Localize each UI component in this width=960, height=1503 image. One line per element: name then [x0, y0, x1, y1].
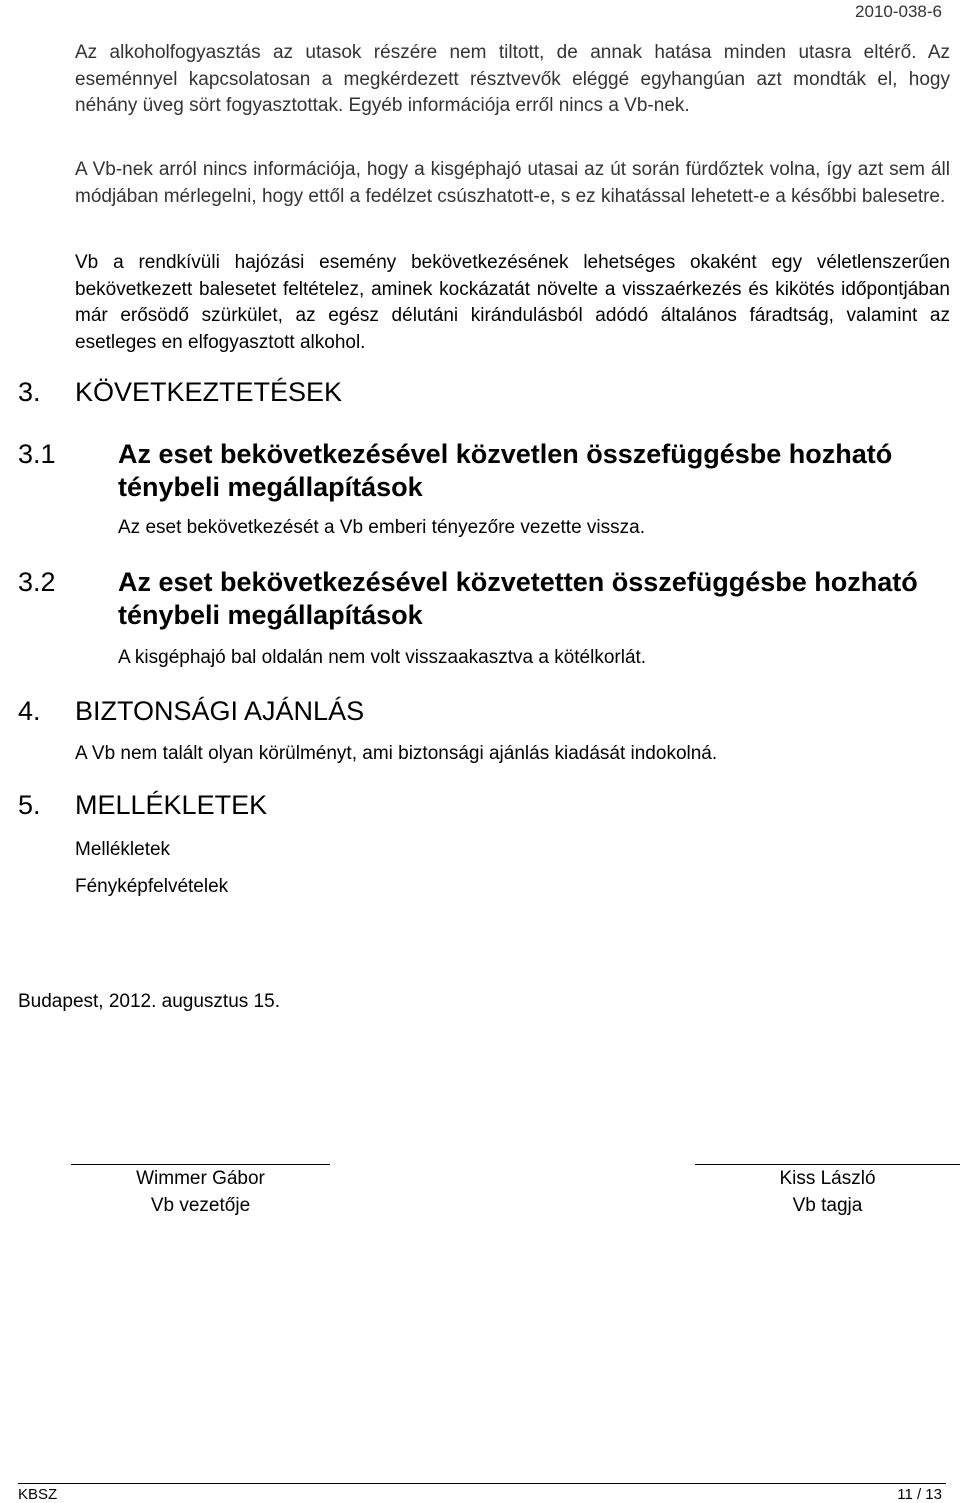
- section-number: 4.: [18, 696, 41, 726]
- signatory-role: Vb vezetője: [150, 1195, 251, 1216]
- section-number: 3.2: [18, 567, 56, 597]
- signatory-role: Vb tagja: [792, 1195, 863, 1216]
- section-3-heading: [18, 377, 342, 408]
- section-title: KÖVETKEZTETÉSEK: [75, 377, 343, 407]
- annex-item: Fényképfelvételek: [75, 876, 229, 897]
- section-number: 5.: [18, 790, 41, 820]
- signatory-name: Wimmer Gábor: [136, 1168, 265, 1189]
- section-number: 3.1: [18, 439, 56, 469]
- paragraph-cause: Vb a rendkívüli hajózási esemény bekövetkezésének lehetséges okaként egy véletlenszerűen bekövetkezett balesetet feltételez, aminek kockázatát növelte a visszaérkezés és kikötés időpontjában már erősödő szürkület, az egész délutáni kirándulásból adódó általános fáradtság, valamint az esetleges en elfogyasztott alkohol.: [75, 252, 950, 353]
- section-5-heading: [18, 790, 267, 821]
- section-number: 3.: [18, 377, 41, 407]
- footer-org: KBSZ: [18, 1486, 58, 1503]
- paragraph-bathing: A Vb-nek arról nincs információja, hogy a kisgéphajó utasai az út során fürdőztek volna, így azt sem áll módjában mérlegelni, hogy ettől a fedélzet csúszhatott-e, s ez kihatással lehetett-e a későbbi balesetre.: [75, 159, 950, 207]
- paragraph-alcohol: Az alkoholfogyasztás az utasok részére nem tiltott, de annak hatása minden utasra eltérő. Az eseménnyel kapcsolatosan a megkérdezett résztvevők eléggé egyhangúan azt mondták el, hogy néhány üveg sört fogyasztottak. Egyéb információja erről nincs a Vb-nek.: [75, 42, 950, 116]
- annex-item: Mellékletek: [75, 839, 171, 860]
- section-3-2-text: A kisgéphajó bal oldalán nem volt visszaakasztva a kötélkorlát.: [118, 647, 647, 668]
- page-number: 11 / 13: [897, 1486, 942, 1503]
- section-title: Az eset bekövetkezésével közvetlen összefüggésbe hozható ténybeli megállapítások: [118, 439, 893, 502]
- signatory-name: Kiss László: [779, 1168, 876, 1189]
- section-3-1-heading: [18, 438, 948, 504]
- signature-block: [71, 1165, 330, 1219]
- document-id: 2010-038-6: [855, 2, 942, 21]
- section-title: BIZTONSÁGI AJÁNLÁS: [75, 696, 365, 726]
- section-4-heading: [18, 696, 364, 727]
- place-date: Budapest, 2012. augusztus 15.: [18, 991, 280, 1012]
- section-3-2-heading: [18, 566, 948, 632]
- section-4-text: A Vb nem talált olyan körülményt, ami biztonsági ajánlás kiadását indokolná.: [75, 743, 718, 764]
- section-title: MELLÉKLETEK: [75, 790, 268, 820]
- signature-block: [695, 1165, 960, 1219]
- footer-divider: [18, 1483, 946, 1484]
- section-3-1-text: Az eset bekövetkezését a Vb emberi tényezőre vezette vissza.: [118, 517, 645, 538]
- section-title: Az eset bekövetkezésével közvetetten összefüggésbe hozható ténybeli megállapítások: [118, 567, 918, 630]
